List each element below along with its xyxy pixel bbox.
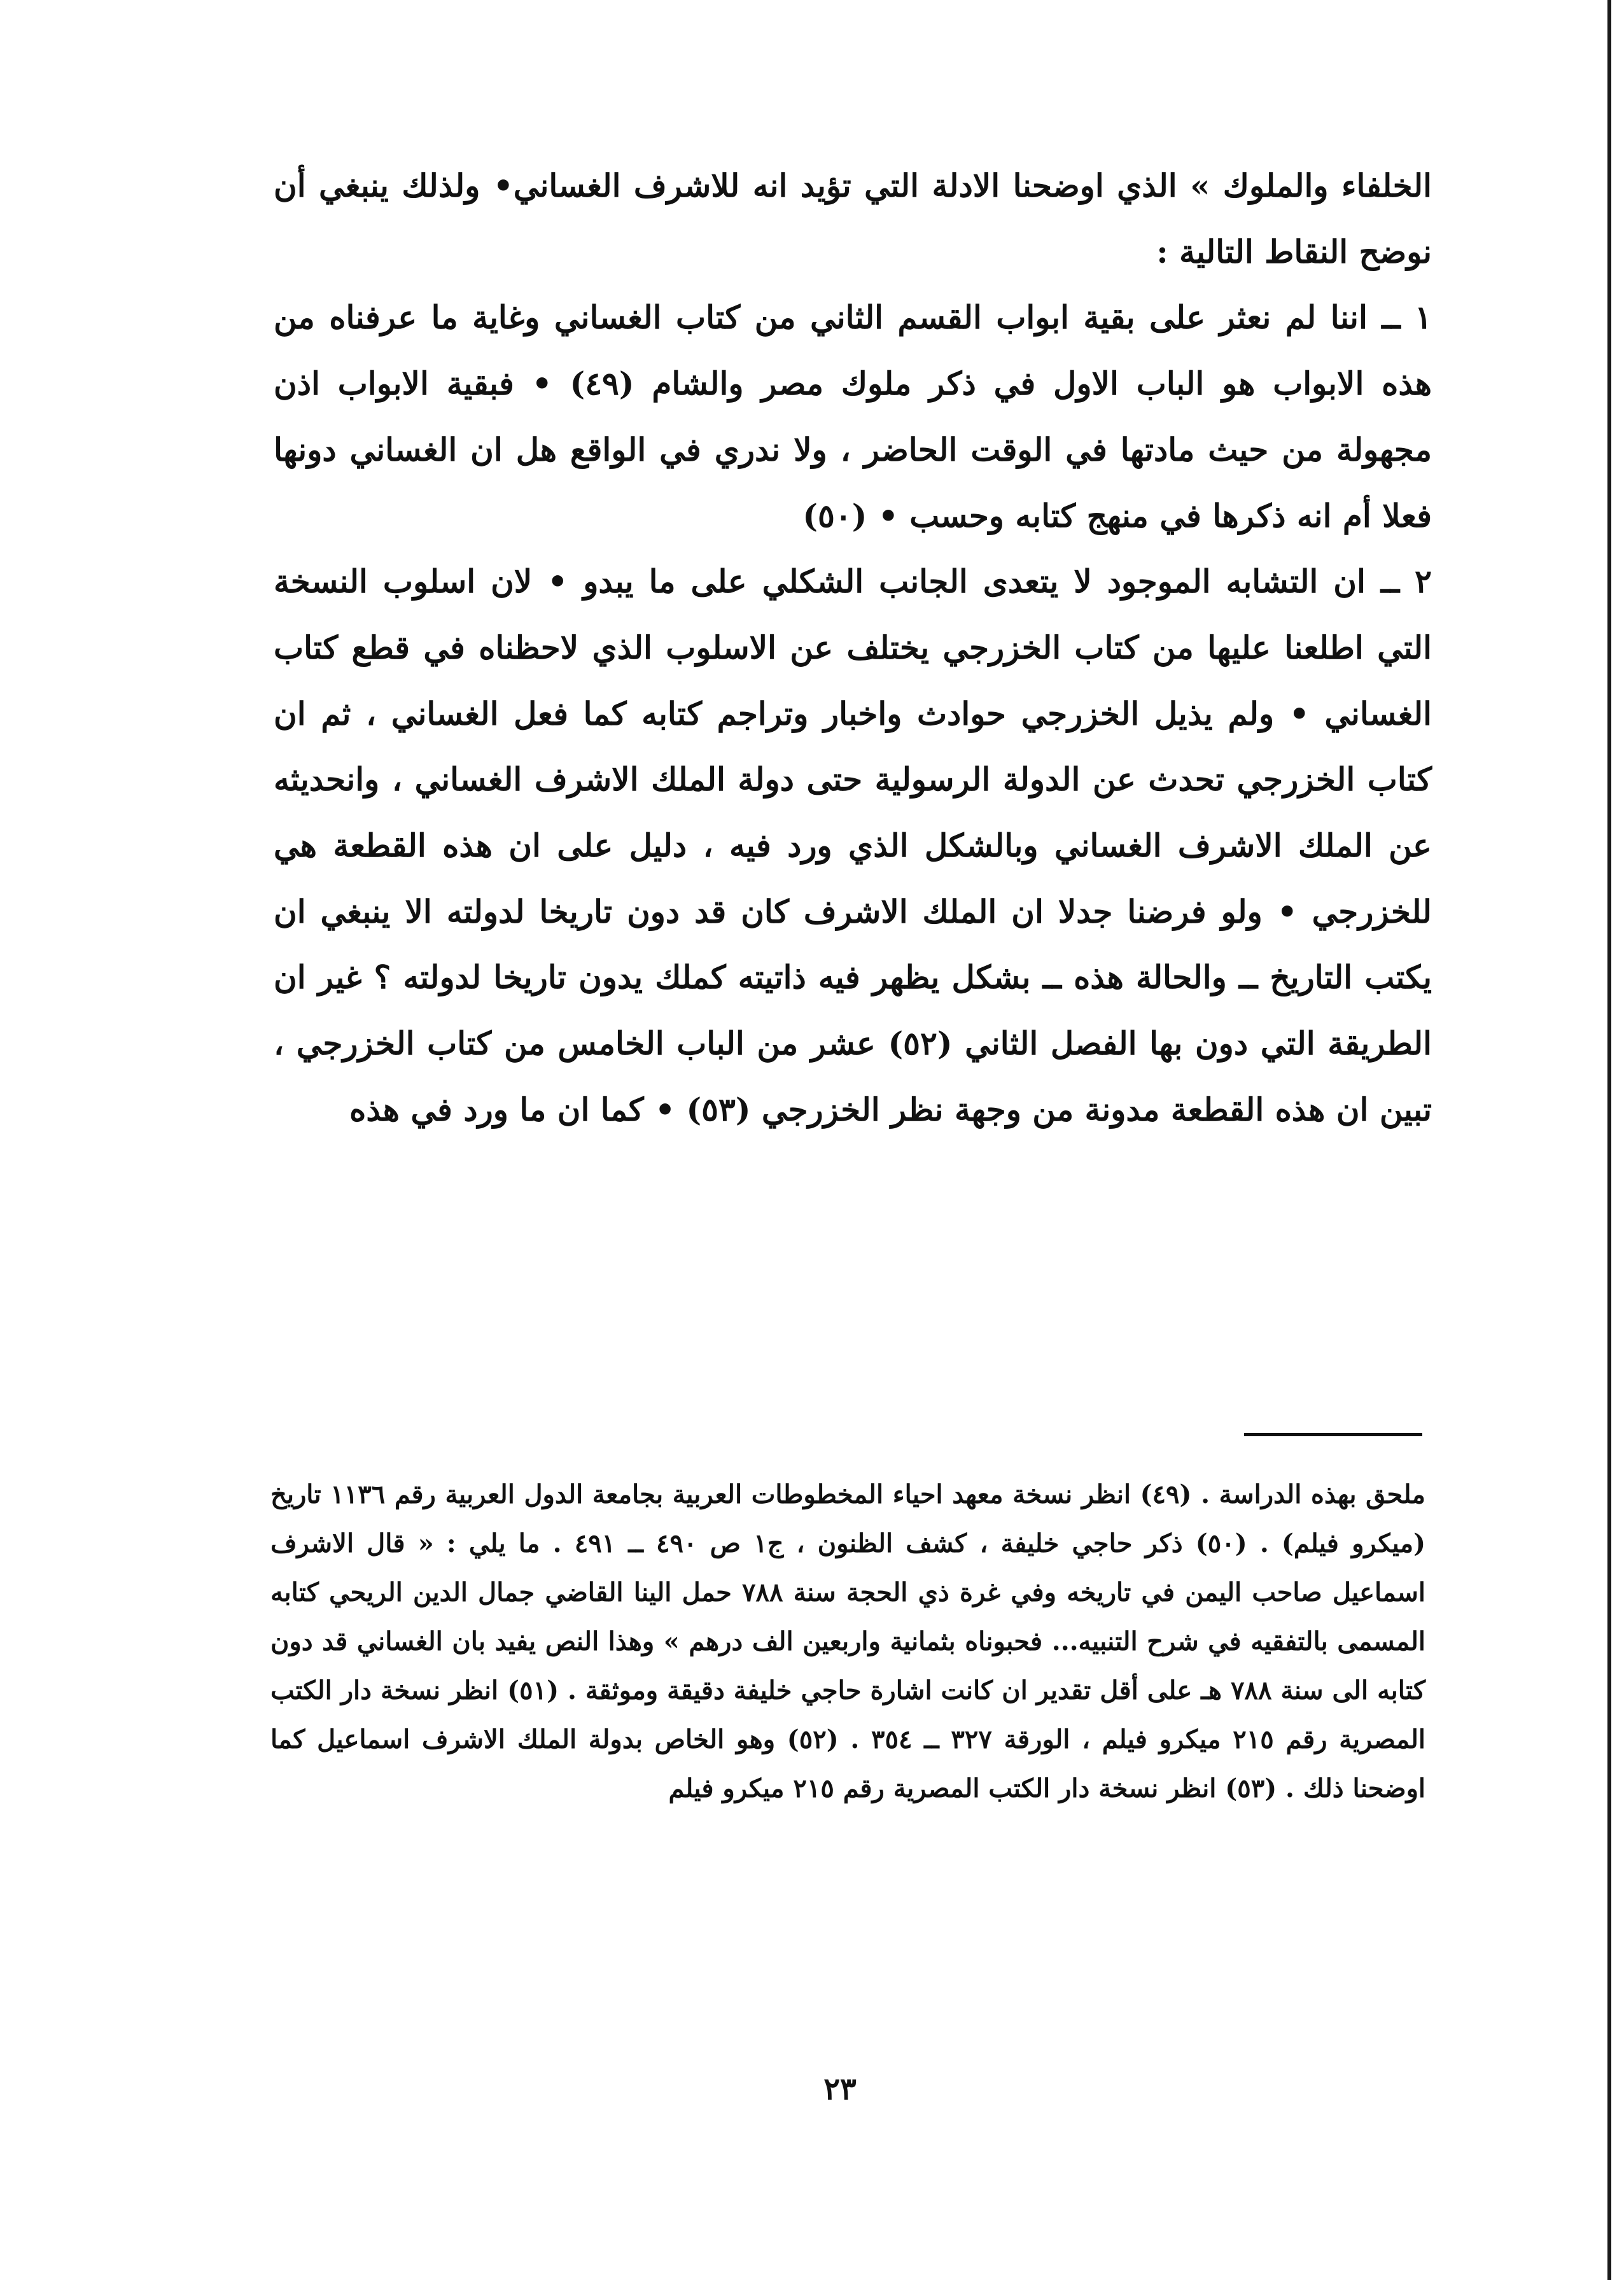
page-number: ٢٣ (823, 2071, 857, 2107)
footnotes-text: ملحق بهذه الدراسة . (٤٩) انظر نسخة معهد احياء المخطوطات العربية بجامعة الدول العربية رقم ١١٣٦ تاريخ (ميكرو فيلم) . (٥٠) ذكر حاجي خليفة ، كشف الظنون ، ج١ ص ٤٩٠ ــ ٤٩١ . ما يلي : « قال الاشرف اسماعيل صاحب اليمن في تاريخه وفي غرة ذي الحجة سنة ٧٨٨ حمل الينا القاضي جمال الدين الريحي كتابه المسمى بالتفقيه في شرح التنبيه... فحبوناه بثمانية واربعين الف درهم » وهذا النص يفيد بان الغساني قد دون كتابه الى سنة ٧٨٨ هـ على أقل تقدير ان كانت اشارة حاجي خليفة دقيقة وموثقة . (٥١) انظر نسخة دار الكتب المصرية رقم ٢١٥ ميكرو فيلم ، الورقة ٣٢٧ ــ ٣٥٤ . (٥٢) وهو الخاص بدولة الملك الاشرف اسماعيل كما اوضحنا ذلك . (٥٣) انظر نسخة دار الكتب المصرية رقم ٢١٥ ميكرو فيلم (270, 1479, 1426, 1803)
footnotes-block (270, 1470, 1425, 1813)
intro-paragraph: الخلفاء والملوك » الذي اوضحنا الادلة التي تؤيد انه للاشرف الغساني• ولذلك ينبغي أن نوضح النقاط التالية : (274, 167, 1432, 270)
footnote-separator (1244, 1433, 1422, 1436)
main-text-block (274, 153, 1432, 1143)
point-2-paragraph: ٢ ــ ان التشابه الموجود لا يتعدى الجانب الشكلي على ما يبدو • لان اسلوب النسخة التي اطلعنا عليها من كتاب الخزرجي يختلف عن الاسلوب الذي لاحظناه في قطع كتاب الغساني • ولم يذيل الخزرجي حوادث واخبار وتراجم كتابه كما فعل الغساني ، ثم ان كتاب الخزرجي تحدث عن الدولة الرسولية حتى دولة الملك الاشرف الغساني ، وانحديثه عن الملك الاشرف الغساني وبالشكل الذي ورد فيه ، دليل على ان هذه القطعة هي للخزرجي • ولو فرضنا جدلا ان الملك الاشرف كان قد دون تاريخا لدولته الا ينبغي ان يكتب التاريخ ــ والحالة هذه ــ بشكل يظهر فيه ذاتيته كملك يدون تاريخا لدولته ؟ غير ان الطريقة التي دون بها الفصل الثاني (٥٢) عشر من الباب الخامس من كتاب الخزرجي ، تبين ان هذه القطعة مدونة من وجهة نظر الخزرجي (٥٣) • كما ان ما ورد في هذه (274, 563, 1432, 1128)
scan-edge-border (1607, 0, 1611, 2280)
point-1-paragraph: ١ ــ اننا لم نعثر على بقية ابواب القسم الثاني من كتاب الغساني وغاية ما عرفناه من هذه الابواب هو الباب الاول في ذكر ملوك مصر والشام (٤٩) • فبقية الابواب اذن مجهولة من حيث مادتها في الوقت الحاضر ، ولا ندري في الواقع هل ان الغساني دونها فعلا أم انه ذكرها في منهج كتابه وحسب • (٥٠) (274, 298, 1432, 535)
